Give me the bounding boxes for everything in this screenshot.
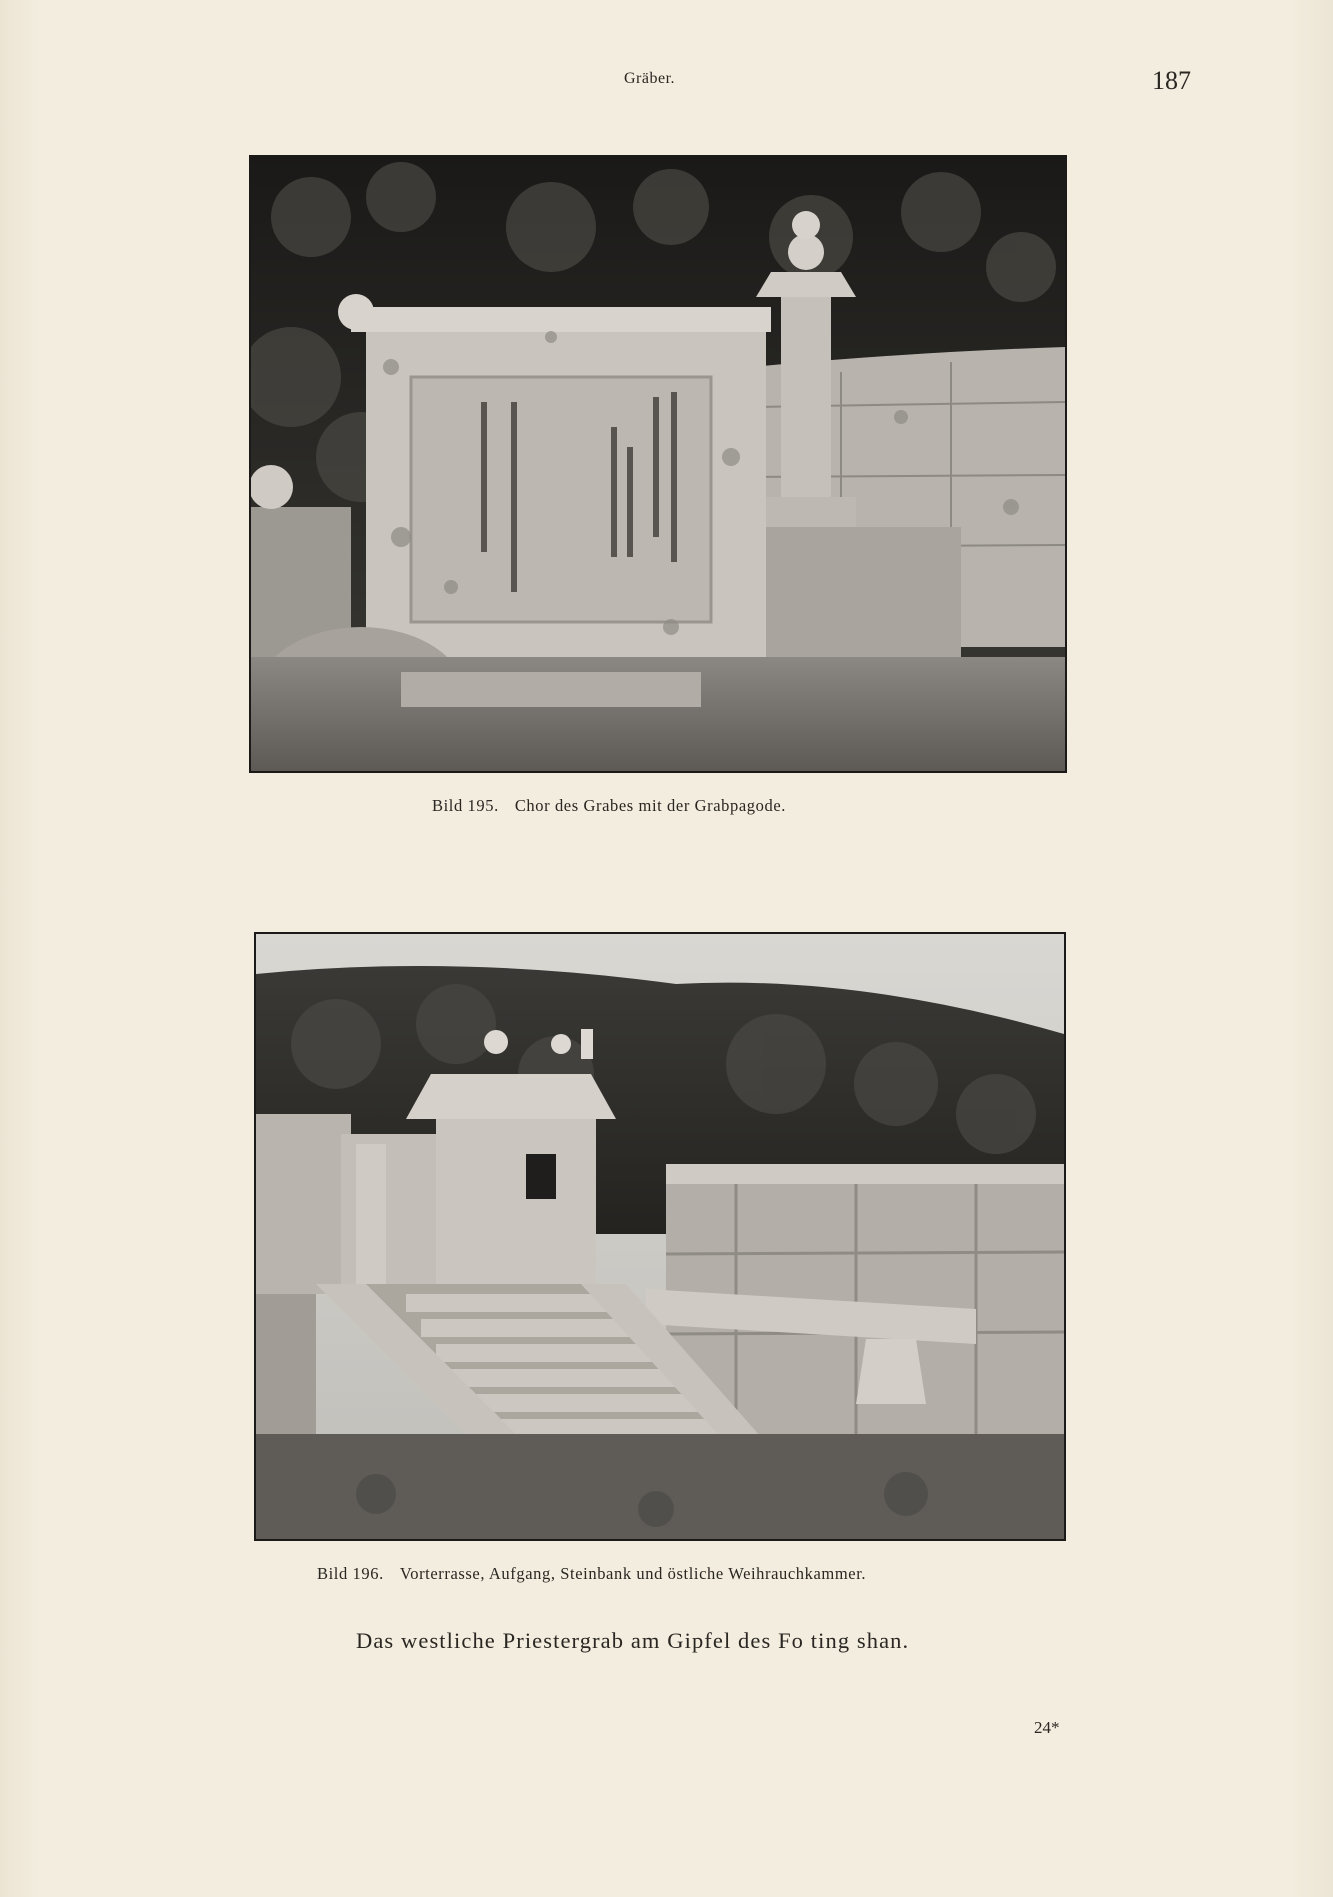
section-title: Das westliche Priestergrab am Gipfel des Fo ting shan. — [356, 1628, 910, 1653]
figure-number: Bild 195. — [432, 796, 499, 815]
caption-figure-196 — [317, 1564, 866, 1584]
page-number: 187 — [1152, 66, 1191, 95]
figure-number: Bild 196. — [317, 1564, 384, 1583]
running-head: Gräber. — [624, 70, 676, 87]
figure-caption-text: Vorterrasse, Aufgang, Steinbank und östliche Weihrauchkammer. — [399, 1564, 867, 1583]
photo-front-terrace-stairs-bench — [254, 932, 1066, 1541]
photo-tomb-choir-with-pagoda — [249, 155, 1067, 773]
figure-caption-text: Chor des Grabes mit der Grabpagode. — [514, 796, 787, 815]
caption-figure-195 — [432, 796, 786, 816]
signature-mark: 24* — [1034, 1718, 1060, 1737]
